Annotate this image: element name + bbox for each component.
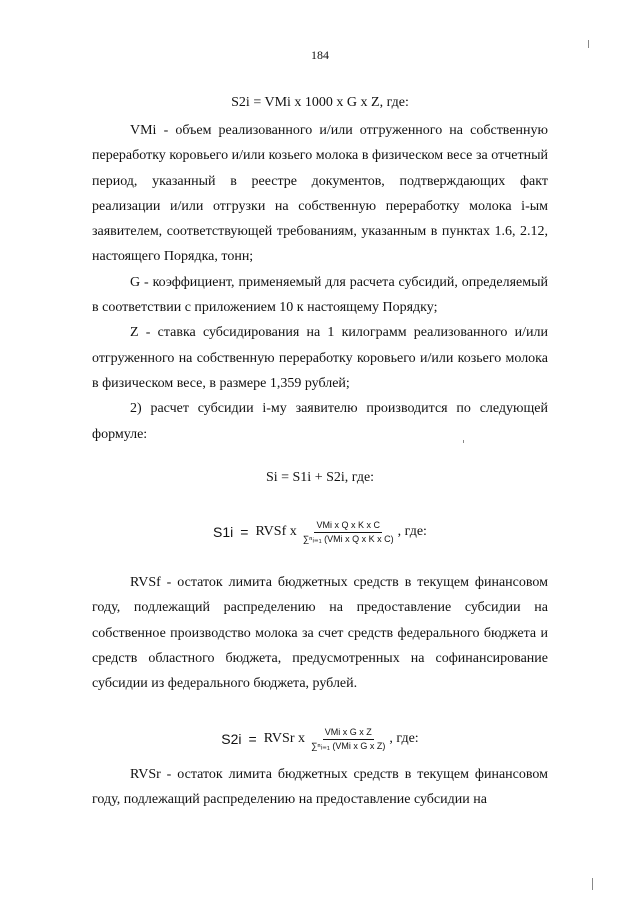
formula-s1i-eq: = [240, 524, 249, 540]
formula-s2i-eq: = [248, 731, 257, 747]
formula-si: Si = S1i + S2i, где: [265, 470, 375, 485]
formula-s2i-numerator: VMi x G x Z [323, 727, 374, 740]
page-number: 184 [311, 48, 329, 62]
scan-mark-top [588, 40, 589, 48]
scan-mark-mid [463, 440, 464, 443]
formula-s1i-suffix: , где: [397, 524, 427, 539]
formula-s1i-lhs: S1i [213, 524, 234, 540]
formula-s2i [0, 722, 640, 756]
paragraph-vmi: VMi - объем реализованного и/или отгруженного на собственную переработку коровьего и/или козьего молока в физическом весе за отчетный период, указанный в реестре документов, подтверждающих факт реализации и/или отгрузки на собственную переработку молока i-ым заявителем, соответствующей требованиям, указанным в пунктах 1.6, 2.12, настоящего Порядка, тонн; [92, 123, 548, 265]
formula-s1i-fraction [301, 520, 396, 545]
formula-s2i-suffix: , где: [389, 731, 419, 746]
paragraph-rvsr: RVSr - остаток лимита бюджетных средств в текущем финансовом году, подлежащий распределению на предоставление субсидии на [92, 767, 548, 808]
formula-s2i-coef: RVSr х [263, 731, 305, 746]
formula-s1i-denominator: ∑ⁿᵢ₌₁ (VMi x Q x K x C) [302, 533, 394, 544]
paragraph-z: Z - ставка субсидирования на 1 килограмм реализованного и/или отгруженного на собственную переработку коровьего и/или козьего молока в физическом весе, в размере 1,359 рублей; [92, 325, 548, 391]
paragraph-calc: 2) расчет субсидии i-му заявителю производится по следующей формуле: [92, 401, 548, 442]
text-block-1 [92, 118, 548, 447]
formula-s2i-denominator: ∑ⁿᵢ₌₁ (VMi x G x Z) [311, 740, 386, 751]
formula-s1i-numerator: VMi x Q x K x C [314, 520, 382, 533]
formula-s1i-coef: RVSf х [255, 524, 297, 539]
formula-s1i [0, 515, 640, 549]
paragraph-rvsf: RVSf - остаток лимита бюджетных средств в текущем финансовом году, подлежащий распределению на предоставление субсидии на собственное производство молока за счет средств федерального бюджета и средств областного бюджета, предусмотренных на софинансирование субсидии из федерального бюджета, рублей. [92, 575, 548, 692]
text-block-3 [92, 762, 548, 813]
text-block-2 [92, 570, 548, 696]
paragraph-g: G - коэффициент, применяемый для расчета субсидий, определяемый в соответствии с приложением 10 к настоящему Порядку; [92, 274, 548, 316]
formula-s2i-fraction [309, 727, 387, 752]
formula-s2i-lhs: S2i [221, 731, 242, 747]
formula-s2i-plain: S2i = VMi х 1000 х G х Z, где: [231, 95, 409, 110]
scan-mark-bottom [592, 878, 593, 890]
